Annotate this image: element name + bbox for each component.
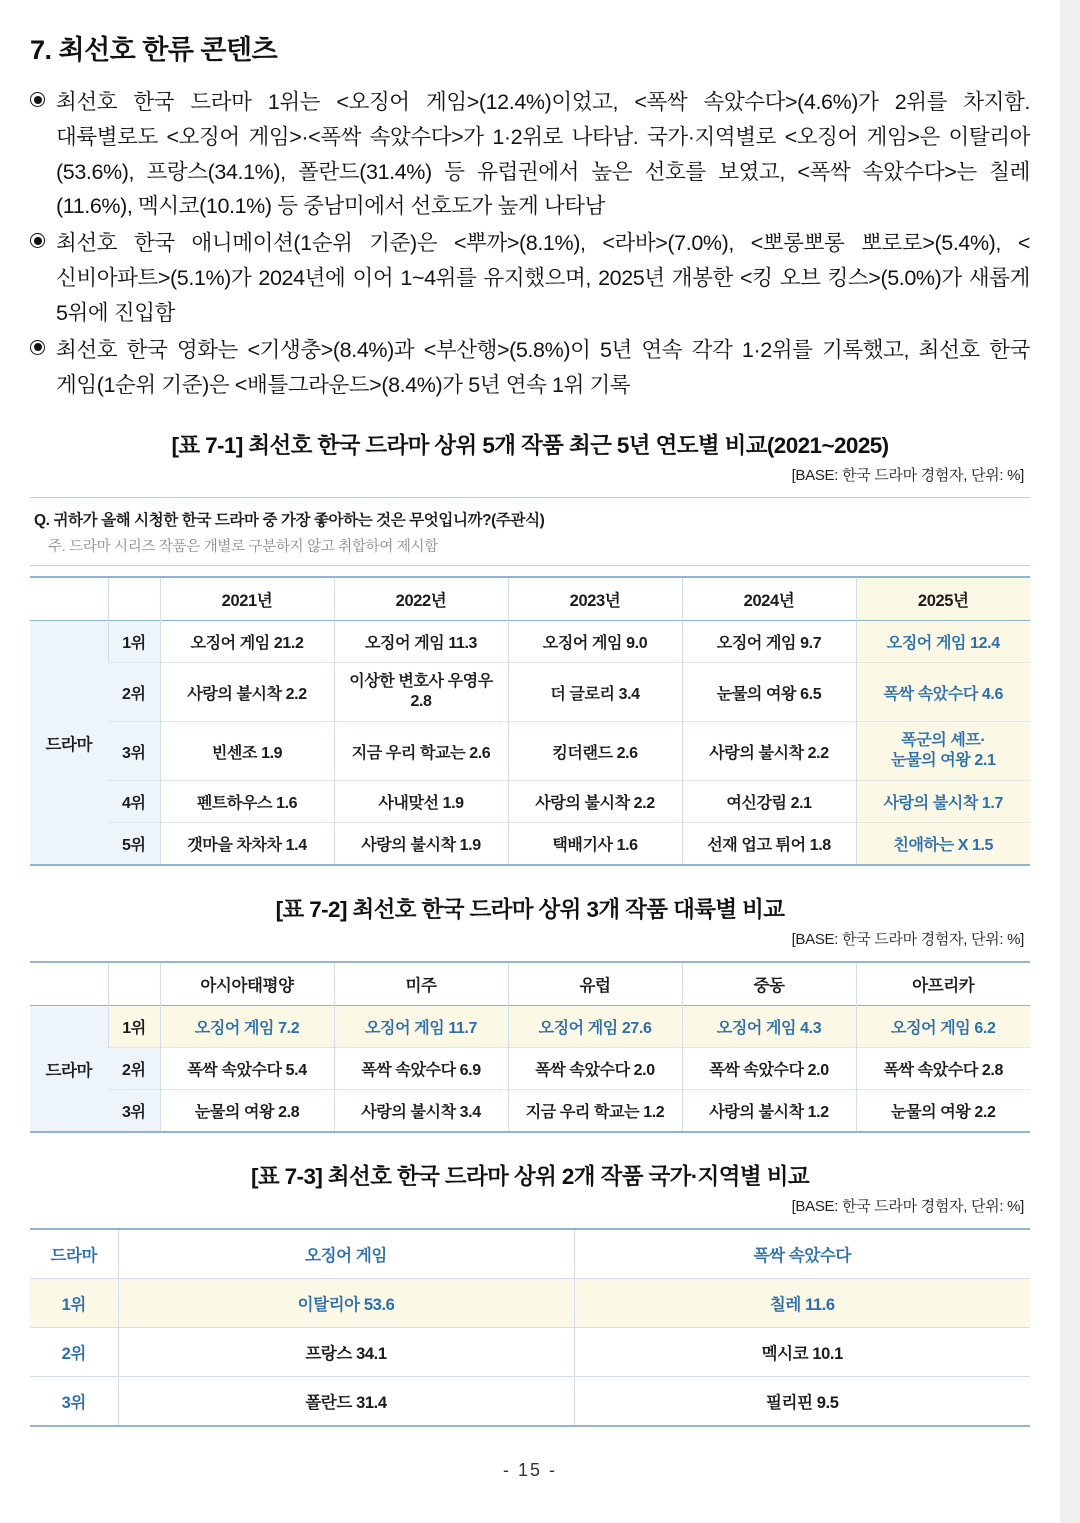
data-cell: 폭싹 속았수다 5.4 [160,1048,334,1090]
viewer-gutter [1060,0,1080,1523]
data-cell: 사랑의 불시착 2.2 [682,722,856,781]
survey-note: 주. 드라마 시리즈 작품은 개별로 구분하지 않고 취합하여 제시함 [48,539,438,556]
column-header: 폭싹 속았수다 [574,1229,1030,1279]
bullet-paragraph: 최선호 한국 애니메이션(1순위 기준)은 <뿌까>(8.1%), <라바>(7.0%), <뽀롱뽀롱 뽀로로>(5.4%), <신비아파트>(5.1%)가 2024년에 이어 1~4위를 유지했으며, 2025년 개봉한 <킹 오브 킹스>(5.0%)가 새롭게 5위에 진입함 [56,231,1030,325]
column-header: 아시아태평양 [160,962,334,1006]
data-cell: 오징어 게임 4.3 [682,1006,856,1048]
row-group-label: 드라마 [30,621,108,866]
corner-cell [30,962,108,1006]
table-row [30,962,1030,1006]
data-cell: 이상한 변호사 우영우 2.8 [334,663,508,722]
column-header: 2025년 [856,577,1030,621]
data-cell: 폭싹 속았수다 4.6 [856,663,1030,722]
data-cell: 프랑스 34.1 [118,1328,574,1377]
data-cell: 폴란드 31.4 [118,1377,574,1427]
data-cell: 눈물의 여왕 2.2 [856,1090,1030,1133]
data-cell: 지금 우리 학교는 1.2 [508,1090,682,1133]
data-cell: 사랑의 불시착 2.2 [160,663,334,722]
data-cell: 빈센조 1.9 [160,722,334,781]
rank-cell: 5위 [108,823,160,866]
table-row [30,1377,1030,1427]
fisheye-bullet-icon [30,85,56,110]
data-cell: 오징어 게임 11.7 [334,1006,508,1048]
page-number: - 15 - [502,1460,557,1480]
data-cell: 폭싹 속았수다 2.0 [682,1048,856,1090]
table-row [30,1006,1030,1048]
rank-cell: 2위 [108,663,160,722]
column-header: 미주 [334,962,508,1006]
table-row [30,1048,1030,1090]
survey-question: Q. 귀하가 올해 시청한 한국 드라마 중 가장 좋아하는 것은 무엇입니까?(주관식) [34,512,545,530]
data-cell: 사랑의 불시착 2.2 [508,781,682,823]
rank-cell: 4위 [108,781,160,823]
data-cell: 사랑의 불시착 1.2 [682,1090,856,1133]
data-cell: 펜트하우스 1.6 [160,781,334,823]
corner-label: 드라마 [50,1247,98,1266]
list-item [30,226,1030,330]
bullet-paragraph: 최선호 한국 영화는 <기생충>(8.4%)과 <부산행>(5.8%)이 5년 연속 각각 1·2위를 기록했고, 최선호 한국 게임(1순위 기준)은 <배틀그라운드>(8.4%)가 5년 연속 1위 기록 [56,337,1030,397]
table-7-1-caption: [표 7-1] 최선호 한국 드라마 상위 5개 작품 최근 5년 연도별 비교(2021~2025) [171,433,889,459]
data-cell: 킹더랜드 2.6 [508,722,682,781]
data-cell: 사랑의 불시착 1.7 [856,781,1030,823]
table-row [30,1279,1030,1328]
data-cell: 선재 업고 튀어 1.8 [682,823,856,866]
table-row [30,1229,1030,1279]
table-7-3-base-note: [BASE: 한국 드라마 경험자, 단위: %] [791,1198,1024,1216]
data-cell: 지금 우리 학교는 2.6 [334,722,508,781]
list-item [30,85,1030,224]
rank-cell: 1위 [108,1006,160,1048]
data-cell: 더 글로리 3.4 [508,663,682,722]
data-cell: 이탈리아 53.6 [118,1279,574,1328]
rank-cell: 3위 [108,722,160,781]
data-cell: 필리핀 9.5 [574,1377,1030,1427]
column-header: 오징어 게임 [118,1229,574,1279]
data-cell: 사내맞선 1.9 [334,781,508,823]
data-cell: 멕시코 10.1 [574,1328,1030,1377]
column-header: 유럽 [508,962,682,1006]
data-cell: 눈물의 여왕 6.5 [682,663,856,722]
data-cell: 갯마을 차차차 1.4 [160,823,334,866]
column-header: 2024년 [682,577,856,621]
data-cell: 폭싹 속았수다 6.9 [334,1048,508,1090]
data-cell: 눈물의 여왕 2.8 [160,1090,334,1133]
data-cell: 오징어 게임 9.7 [682,621,856,663]
table-7-3-block [30,1159,1030,1427]
fisheye-bullet-icon [30,226,56,251]
table-row [30,621,1030,663]
table-7-2-caption: [표 7-2] 최선호 한국 드라마 상위 3개 작품 대륙별 비교 [275,897,785,923]
table-row [30,1090,1030,1133]
column-header: 2021년 [160,577,334,621]
table-row [30,823,1030,866]
rank-cell: 1위 [108,621,160,663]
data-cell: 칠레 11.6 [574,1279,1030,1328]
table-7-1 [30,576,1030,866]
rank-cell: 2위 [61,1345,86,1364]
corner-cell [30,577,108,621]
rank-cell: 3위 [61,1394,86,1413]
table-row [30,1328,1030,1377]
table-row [30,663,1030,722]
data-cell: 폭싹 속았수다 2.8 [856,1048,1030,1090]
table-row [30,781,1030,823]
data-cell: 오징어 게임 6.2 [856,1006,1030,1048]
column-header: 중동 [682,962,856,1006]
table-7-1-question-box [30,497,1030,566]
rank-cell: 3위 [108,1090,160,1133]
table-row [30,722,1030,781]
page-title: 7. 최선호 한류 콘텐츠 [30,35,278,65]
data-cell: 오징어 게임 11.3 [334,621,508,663]
rank-cell: 1위 [30,1279,118,1328]
data-cell: 오징어 게임 9.0 [508,621,682,663]
bullet-list [30,85,1030,402]
corner-cell [108,577,160,621]
fisheye-bullet-icon [30,333,56,358]
table-row [30,577,1030,621]
data-cell: 친애하는 X 1.5 [856,823,1030,866]
data-cell: 택배기사 1.6 [508,823,682,866]
table-7-1-block [30,428,1030,866]
data-cell: 오징어 게임 27.6 [508,1006,682,1048]
table-7-2 [30,961,1030,1133]
data-cell: 오징어 게임 7.2 [160,1006,334,1048]
table-7-3 [30,1228,1030,1427]
data-cell: 오징어 게임 21.2 [160,621,334,663]
rank-cell: 2위 [108,1048,160,1090]
list-item [30,333,1030,403]
data-cell: 오징어 게임 12.4 [856,621,1030,663]
bullet-paragraph: 최선호 한국 드라마 1위는 <오징어 게임>(12.4%)이었고, <폭싹 속았수다>(4.6%)가 2위를 차지함. 대륙별로도 <오징어 게임>·<폭싹 속았수다>가 1·2위로 나타남. 국가·지역별로 <오징어 게임>은 이탈리아(53.6%), 프랑스(34.1%), 폴란드(31.4%) 등 유럽권에서 높은 선호를 보였고, <폭싹 속았수다>는 칠레(11.6%), 멕시코(10.1%) 등 중남미에서 선호도가 높게 나타남 [56,90,1030,219]
table-7-1-base-note: [BASE: 한국 드라마 경험자, 단위: %] [791,467,1024,485]
data-cell: 사랑의 불시착 3.4 [334,1090,508,1133]
table-7-3-caption: [표 7-3] 최선호 한국 드라마 상위 2개 작품 국가·지역별 비교 [250,1164,809,1190]
column-header: 2023년 [508,577,682,621]
column-header: 아프리카 [856,962,1030,1006]
table-7-2-block [30,892,1030,1133]
data-cell: 여신강림 2.1 [682,781,856,823]
data-cell: 폭싹 속았수다 2.0 [508,1048,682,1090]
row-group-label: 드라마 [30,1006,108,1133]
data-cell: 사랑의 불시착 1.9 [334,823,508,866]
table-7-2-base-note: [BASE: 한국 드라마 경험자, 단위: %] [791,931,1024,949]
data-cell: 폭군의 셰프· 눈물의 여왕 2.1 [856,722,1030,781]
corner-cell [108,962,160,1006]
column-header: 2022년 [334,577,508,621]
